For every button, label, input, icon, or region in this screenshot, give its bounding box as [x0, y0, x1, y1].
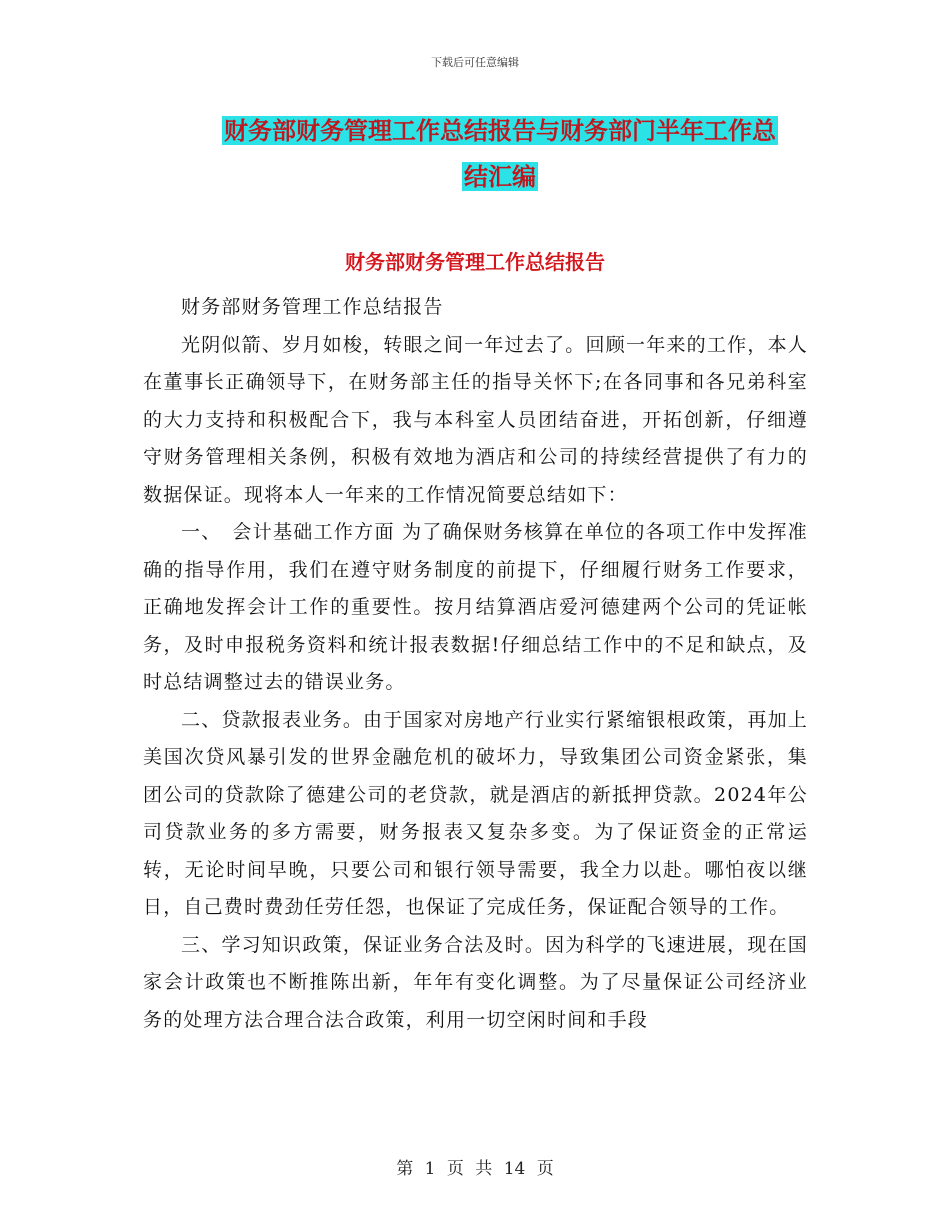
body-paragraph: 光阴似箭、岁月如梭，转眼之间一年过去了。回顾一年来的工作，本人在董事长正确领导下，在财务部主任的指导关怀下;在各同事和各兄弟科室的大力支持和积极配合下，我与本科室人员团结奋进，开拓创新，仔细遵守财务管理相关条例，积极有效地为酒店和公司的持续经营提供了有力的数据保证。现将本人一年来的工作情况简要总结如下：	[143, 333, 808, 506]
body-paragraph: 财务部财务管理工作总结报告	[181, 296, 444, 318]
body-paragraph: 一、 会计基础工作方面 为了确保财务核算在单位的各项工作中发挥准确的指导作用，我们在遵守财务制度的前提下，仔细履行财务工作要求，正确地发挥会计工作的重要性。按月结算酒店爱河德建两个公司的凭证帐务，及时申报税务资料和统计报表数据!仔细总结工作中的不足和缺点，及时总结调整过去的错误业务。	[143, 521, 808, 693]
document-title	[190, 108, 810, 200]
page-header-note: 下载后可任意编辑	[431, 56, 519, 69]
body-paragraph: 二、贷款报表业务。由于国家对房地产行业实行紧缩银根政策，再加上美国次贷风暴引发的世界金融危机的破坏力，导致集团公司资金紧张，集团公司的贷款除了德建公司的老贷款，就是酒店的新抵押贷款。2024年公司贷款业务的多方需要，财务报表又复杂多变。为了保证资金的正常运转，无论时间早晚，只要公司和银行领导需要，我全力以赴。哪怕夜以继日，自己费时费劲任劳任怨，也保证了完成任务，保证配合领导的工作。	[143, 708, 808, 918]
body-paragraph: 三、学习知识政策，保证业务合法及时。因为科学的飞速进展，现在国家会计政策也不断推陈出新，年年有变化调整。为了尽量保证公司经济业务的处理方法合理合法合政策，利用一切空闲时间和手段	[143, 933, 808, 1031]
document-body	[143, 289, 808, 1039]
page-number-footer: 第 1 页 共 14 页	[396, 1159, 554, 1179]
section-title: 财务部财务管理工作总结报告	[345, 250, 605, 274]
document-title-line-2: 结汇编	[464, 162, 536, 191]
document-title-line-1: 财务部财务管理工作总结报告与财务部门半年工作总	[224, 116, 776, 145]
